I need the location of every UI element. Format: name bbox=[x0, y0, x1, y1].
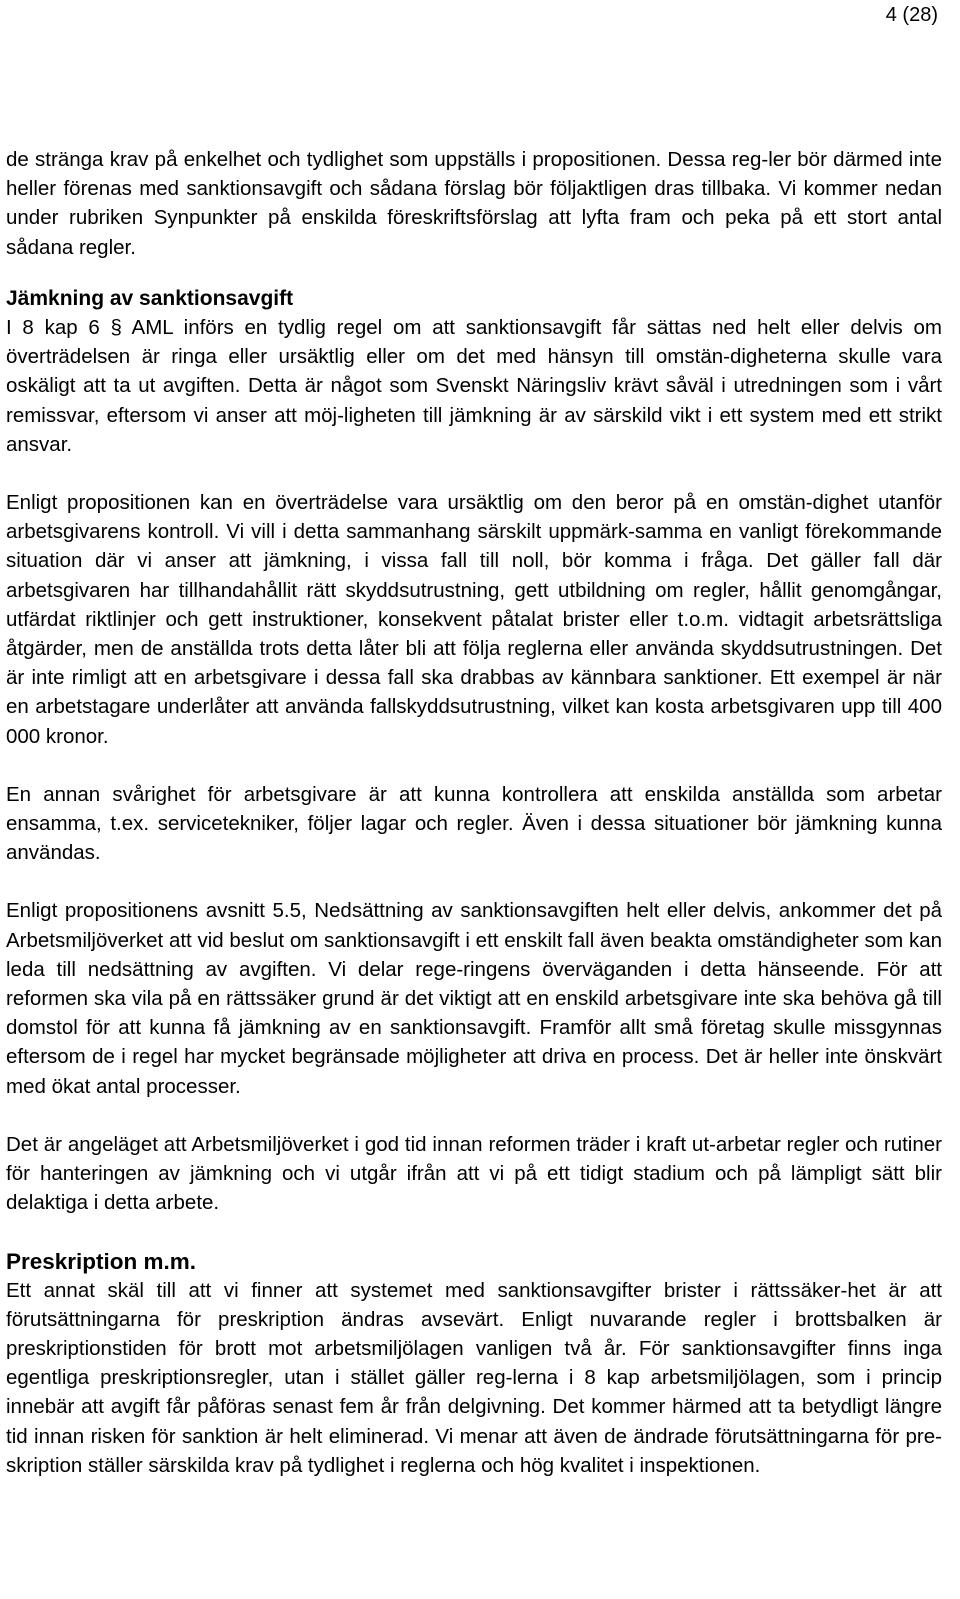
jamkning-paragraph-1: I 8 kap 6 § AML införs en tydlig regel om att sanktionsavgift får sättas ned helt eller delvis om överträdelsen är ringa eller ursäktlig eller om det med hänsyn till omstän-digheterna skulle vara oskäligt att ta ut avgiften. Detta är något som Svenskt Näringsliv krävt såväl i utredningen som i vårt remissvar, eftersom vi anser att möj-ligheten till jämkning är av särskild vikt i ett system med ett strikt ansvar. bbox=[6, 316, 942, 456]
intro-paragraph: de stränga krav på enkelhet och tydlighet som uppställs i propositionen. Dessa reg-ler bör därmed inte heller förenas med sanktionsavgift och sådana förslag bör följaktligen dras tillbaka. Vi kommer nedan under rubriken Synpunkter på enskilda föreskriftsförslag att lyfta fram och peka på ett stort antal sådana regler. bbox=[6, 148, 942, 259]
section-heading-preskription: Preskription m.m. bbox=[6, 1248, 197, 1274]
jamkning-paragraph-4: Enligt propositionens avsnitt 5.5, Nedsättning av sanktionsavgiften helt eller delvis, ankommer det på Arbetsmiljöverket att vid beslut om sanktionsavgift i ett enskilt fall även beakta omständigheter som kan leda till nedsättning av avgiften. Vi delar rege-ringens överväganden i detta hänseende. För att reformen ska vila på en rättssäker grund är det viktigt att en enskild arbetsgivare inte ska behöva gå till domstol för att kunna få jämkning av en sanktionsavgift. Framför allt små företag skulle missgynnas eftersom de i regel har mycket begränsade möjligheter att driva en process. Det är heller inte önskvärt med ökat antal processer. bbox=[6, 899, 942, 1098]
preskription-paragraph-1: Ett annat skäl till att vi finner att systemet med sanktionsavgifter brister i rättssäker-het är att förutsättningarna för preskription ändras avsevärt. Enligt nuvarande regler i brottsbalken är preskriptionstiden för brott mot arbetsmiljölagen vanligen två år. För sanktionsavgifter finns inga egentliga preskriptionsregler, utan i stället gäller reg-lerna i 8 kap arbetsmiljölagen, som i princip innebär att avgift får påföras senast fem år från delgivning. Det kommer härmed att ta betydligt längre tid innan risken för sanktion är helt eliminerad. Vi menar att även de ändrade förutsättningarna för pre-skription ställer särskilda krav på tydlighet i reglerna och hög kvalitet i inspektionen. bbox=[6, 1278, 942, 1477]
jamkning-paragraph-2: Enligt propositionen kan en överträdelse vara ursäktlig om den beror på en omstän-dighet utanför arbetsgivarens kontroll. Vi vill i detta sammanhang särskilt uppmärk-samma en vanligt förekommande situation där vi anser att jämkning, i vissa fall till noll, bör komma i fråga. Det gäller fall där arbetsgivaren har tillhandahållit rätt skyddsutrustning, gett utbildning om regler, hållit genomgångar, utfärdat riktlinjer och gett instruktioner, konsekvent påtalat brister eller t.o.m. vidtagit arbetsrättsliga åtgärder, men de anställda trots detta låter bli att följa reglerna eller använda skyddsutrustningen. Det är inte rimligt att en arbetsgivare i dessa fall ska drabbas av kännbara sanktioner. Ett exempel är när en arbetstagare underlåter att använda fallskyddsutrustning, vilket kan kosta arbetsgivaren upp till 400 000 kronor. bbox=[6, 491, 942, 748]
jamkning-paragraph-3: En annan svårighet för arbetsgivare är att kunna kontrollera att enskilda anställda som arbetar ensamma, t.ex. servicetekniker, följer lagar och regler. Även i dessa situationer bör jämkning kunna användas. bbox=[6, 782, 942, 865]
document-body bbox=[6, 145, 942, 1480]
section-heading-jamkning: Jämkning av sanktionsavgift bbox=[6, 286, 294, 310]
jamkning-paragraph-5: Det är angeläget att Arbetsmiljöverket i god tid innan reformen träder i kraft ut-arbetar regler och rutiner för hanteringen av jämkning och vi utgår ifrån att vi på ett tidigt stadium och på lämpligt sätt blir delaktiga i detta arbete. bbox=[6, 1132, 942, 1215]
page-number: 4 (28) bbox=[885, 4, 938, 26]
